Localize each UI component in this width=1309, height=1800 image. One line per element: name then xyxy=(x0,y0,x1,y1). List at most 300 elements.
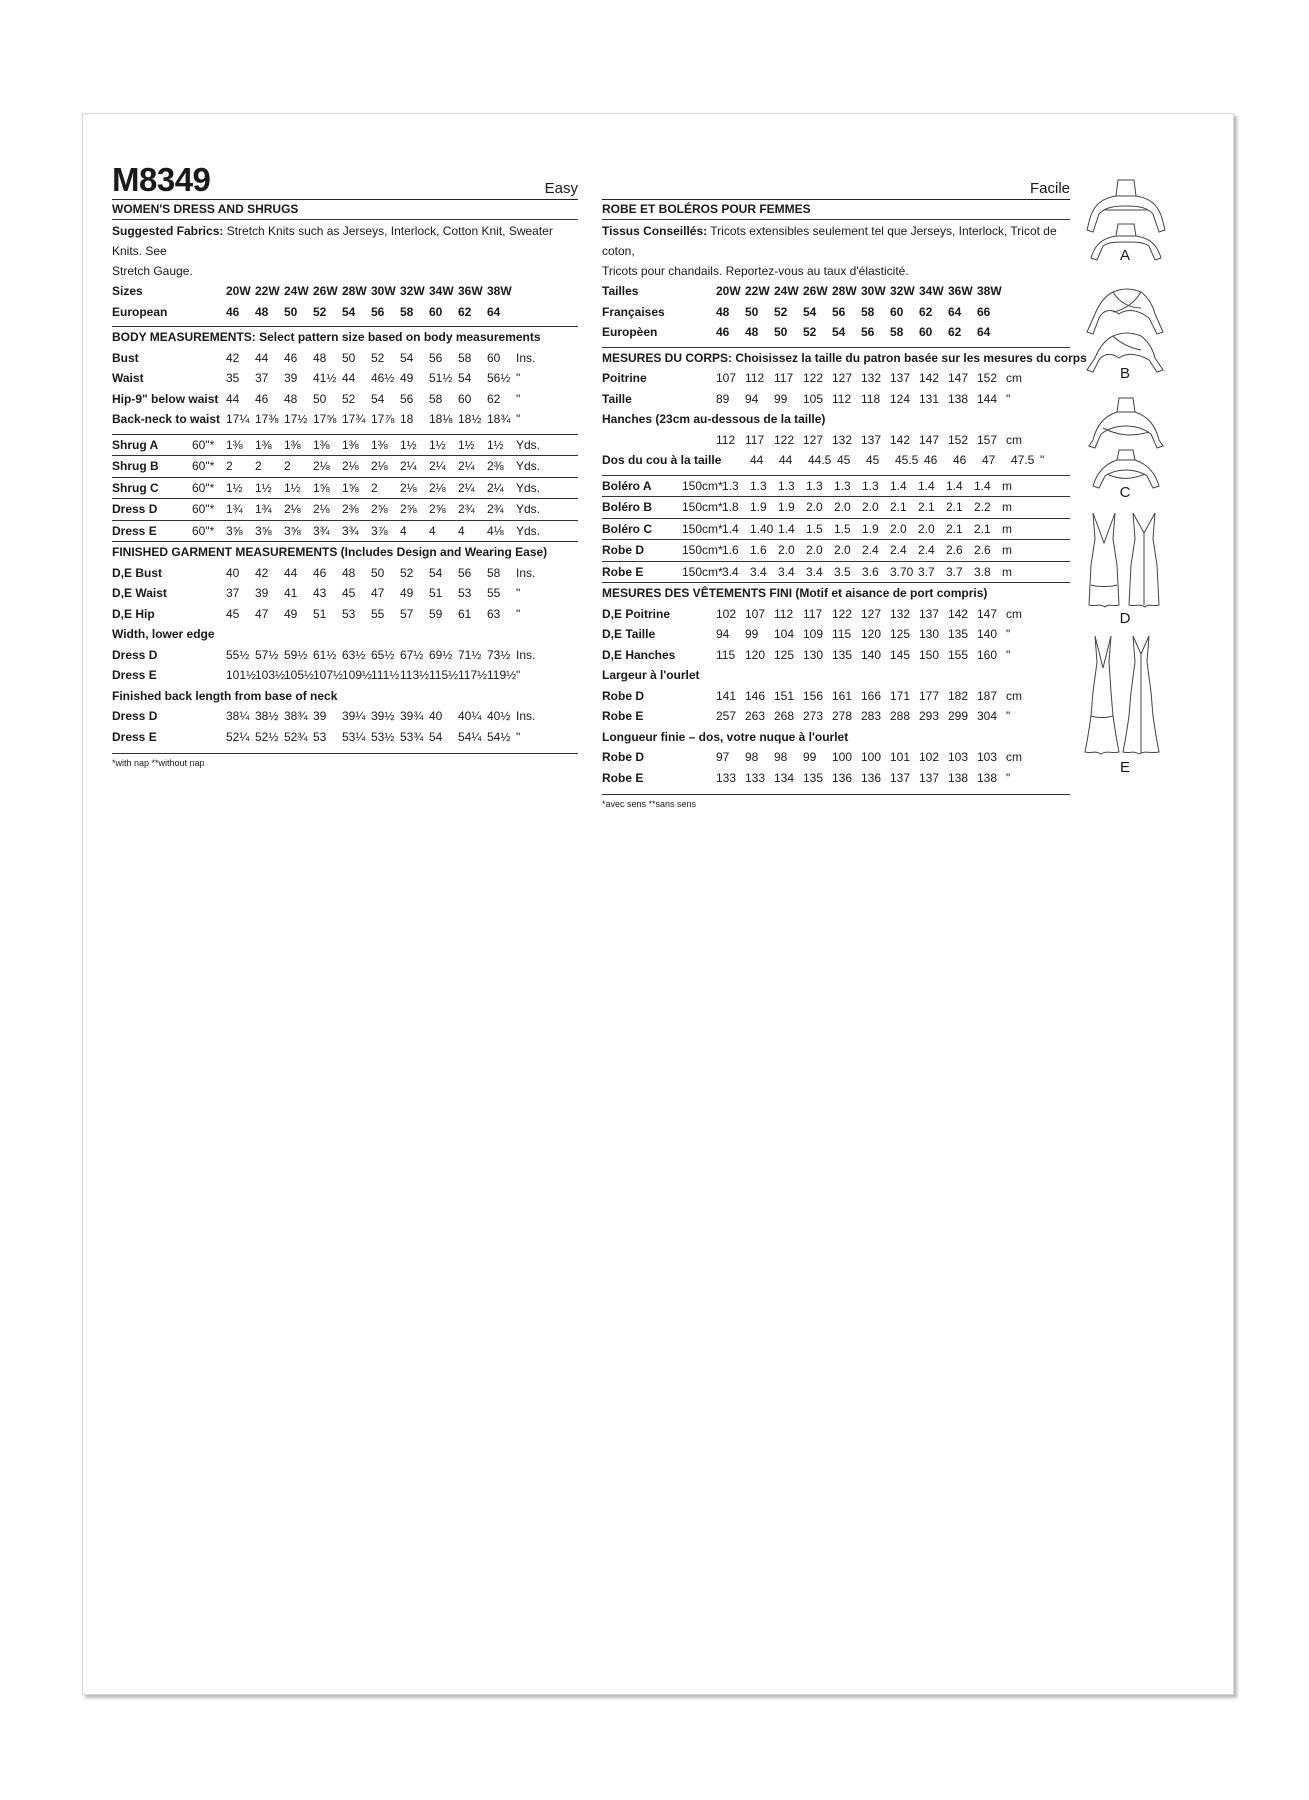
value-cell: 100 xyxy=(861,750,882,764)
value-cell: 1.5 xyxy=(806,521,823,536)
hanches-values-row xyxy=(602,430,1070,451)
value-cell: 137 xyxy=(890,371,911,385)
value-cell: 2 xyxy=(284,459,291,473)
value-cell: 152 xyxy=(948,432,969,447)
value-cell: 273 xyxy=(803,709,824,723)
fabric-width: 60"* xyxy=(192,437,215,452)
value-cell: 45 xyxy=(342,586,356,600)
view-e-dress-illustration xyxy=(1083,632,1169,762)
hanches-title: Hanches (23cm au-dessous de la taille) xyxy=(602,412,826,426)
unit: Yds. xyxy=(516,437,541,452)
value-cell: 4⅛ xyxy=(487,523,504,538)
value-cell: 17½ xyxy=(284,412,308,426)
fabrics-text: Stretch Knits such as Jerseys, Interlock, Cotton Knit, Sweater Knits. See xyxy=(112,224,553,258)
unit: Yds. xyxy=(516,459,541,473)
finished-row-fr xyxy=(602,604,1070,625)
value-cell: 2.0 xyxy=(918,521,935,536)
sizes-row-fr xyxy=(602,281,1070,302)
row-label: D,E Hip xyxy=(112,606,155,621)
unit: " xyxy=(1006,647,1011,662)
value-cell: 137 xyxy=(861,432,882,447)
body-measurements-title: BODY MEASUREMENTS: Select pattern size based on body measurements xyxy=(112,330,541,344)
value-cell: 39 xyxy=(284,371,298,385)
value-cell: 20W xyxy=(716,284,741,298)
value-cell: 2.6 xyxy=(974,543,991,557)
value-cell: 160 xyxy=(977,647,998,662)
value-cell: 52½ xyxy=(255,729,279,744)
value-cell: 46½ xyxy=(371,371,395,385)
value-cell: 54 xyxy=(803,304,817,319)
value-cell: 125 xyxy=(774,647,795,662)
row-label: Waist xyxy=(112,371,144,385)
value-cell: 140 xyxy=(977,627,998,641)
row-label: European xyxy=(112,304,168,319)
value-cell: 156 xyxy=(803,688,824,703)
difficulty-level: Easy xyxy=(544,180,578,197)
value-cell: 17¼ xyxy=(226,412,250,426)
value-cell: 56 xyxy=(832,304,846,319)
shrug-b-icon xyxy=(1083,284,1169,374)
value-cell: 107½ xyxy=(313,668,344,682)
yardage-row-fr xyxy=(602,540,1070,562)
value-cell: 132 xyxy=(832,432,853,447)
value-cell: 1⅜ xyxy=(255,437,272,452)
value-cell: 52 xyxy=(400,565,414,580)
value-cell: 1.8 xyxy=(722,500,739,514)
value-cell: 2⅛ xyxy=(284,502,301,516)
fabrics-text-2-fr: Tricots pour chandails. Reportez-vous au taux d'élasticité. xyxy=(602,264,909,278)
value-cell: 17⅝ xyxy=(313,412,337,426)
finished-row xyxy=(112,583,578,604)
value-cell: 47 xyxy=(371,586,385,600)
yardage-row xyxy=(112,478,578,500)
value-cell: 142 xyxy=(948,606,969,621)
length-row xyxy=(112,706,578,727)
value-cell: 46 xyxy=(255,391,269,406)
value-cell: 53½ xyxy=(371,729,395,744)
value-cell: 257 xyxy=(716,709,737,723)
value-cell: 293 xyxy=(919,709,940,723)
value-cell: 54 xyxy=(429,565,443,580)
unit: " xyxy=(516,606,521,621)
value-cell: 152 xyxy=(977,371,998,385)
width-row xyxy=(112,645,578,666)
finished-measurements-title-fr: MESURES DES VÊTEMENTS FINI (Motif et aisance de port compris) xyxy=(602,586,988,600)
value-cell: 132 xyxy=(861,371,882,385)
value-cell: 4 xyxy=(429,523,436,538)
value-cell: 35 xyxy=(226,371,240,385)
value-cell: 1⅝ xyxy=(342,480,359,495)
view-letter-d: D xyxy=(1119,610,1131,627)
value-cell: 62 xyxy=(919,304,933,319)
francaises-row xyxy=(602,302,1070,323)
value-cell: 2¼ xyxy=(429,459,446,473)
value-cell: 47 xyxy=(255,606,269,621)
value-cell: 122 xyxy=(803,371,824,385)
unit: cm xyxy=(1006,371,1022,385)
value-cell: 171 xyxy=(890,688,911,703)
value-cell: 17¾ xyxy=(342,412,366,426)
value-cell: 1¾ xyxy=(226,502,243,516)
value-cell: 38¼ xyxy=(226,709,250,723)
value-cell: 94 xyxy=(716,627,730,641)
value-cell: 2.6 xyxy=(946,543,963,557)
unit: " xyxy=(516,668,521,682)
europeen-row xyxy=(602,322,1070,343)
unit: m xyxy=(1002,543,1012,557)
value-cell: 2.0 xyxy=(834,500,851,514)
unit: m xyxy=(1002,500,1012,514)
value-cell: 138 xyxy=(948,391,969,406)
value-cell: 49 xyxy=(400,371,414,385)
value-cell: 20W xyxy=(226,284,251,298)
value-cell: 1½ xyxy=(255,480,272,495)
value-cell: 18⅛ xyxy=(429,412,453,426)
value-cell: 48 xyxy=(255,304,269,319)
body-measure-row xyxy=(112,348,578,369)
finished-measurements-title: FINISHED GARMENT MEASUREMENTS (Includes Design and Wearing Ease) xyxy=(112,545,548,559)
value-cell: 2⅜ xyxy=(342,502,359,516)
value-cell: 54¼ xyxy=(458,729,482,744)
value-cell: 48 xyxy=(745,325,759,339)
value-cell: 40 xyxy=(429,709,443,723)
value-cell: 45 xyxy=(837,453,851,467)
suggested-fabrics-fr xyxy=(602,221,1070,281)
value-cell: 1.3 xyxy=(750,478,767,493)
difficulty-level-fr: Facile xyxy=(1029,180,1070,197)
fabric-width: 150cm* xyxy=(682,521,723,536)
value-cell: 59½ xyxy=(284,647,308,662)
value-cell: 1.4 xyxy=(890,478,907,493)
width-row-fr xyxy=(602,706,1070,727)
value-cell: 2¼ xyxy=(400,459,417,473)
value-cell: 2 xyxy=(255,459,262,473)
fabric-width: 60"* xyxy=(192,523,215,538)
value-cell: 60 xyxy=(890,304,904,319)
unit: Ins. xyxy=(516,350,536,365)
value-cell: 44 xyxy=(226,391,240,406)
value-cell: 142 xyxy=(890,432,911,447)
value-cell: 115½ xyxy=(429,668,459,682)
value-cell: 46 xyxy=(716,325,730,339)
value-cell: 278 xyxy=(832,709,853,723)
yardage-row xyxy=(112,499,578,521)
value-cell: 32W xyxy=(400,284,425,298)
value-cell: 58 xyxy=(458,350,472,365)
unit: " xyxy=(1040,453,1045,467)
sizes-table-fr xyxy=(602,281,1070,343)
body-measure-row xyxy=(112,409,578,430)
value-cell: 2⅝ xyxy=(371,502,388,516)
value-cell: 98 xyxy=(774,750,788,764)
value-cell: 67½ xyxy=(400,647,424,662)
value-cell: 50 xyxy=(284,304,298,319)
value-cell: 3⅝ xyxy=(255,523,272,538)
value-cell: 28W xyxy=(342,284,367,298)
value-cell: 1.9 xyxy=(750,500,767,514)
value-cell: 44 xyxy=(284,565,298,580)
row-label: D,E Hanches xyxy=(602,647,676,662)
value-cell: 124 xyxy=(890,391,911,406)
row-label: Boléro B xyxy=(602,500,653,514)
value-cell: 117 xyxy=(803,606,823,621)
dos-row xyxy=(602,450,1070,471)
view-d-dress-illustration xyxy=(1083,509,1169,619)
value-cell: 2⅛ xyxy=(371,459,388,473)
value-cell: 100 xyxy=(832,750,853,764)
row-label: Dress D xyxy=(112,709,158,723)
value-cell: 140 xyxy=(861,647,882,662)
value-cell: 54 xyxy=(458,371,472,385)
row-label: Robe E xyxy=(602,709,644,723)
value-cell: 2⅛ xyxy=(429,480,446,495)
value-cell: 53¼ xyxy=(342,729,366,744)
unit: Yds. xyxy=(516,523,541,538)
value-cell: 26W xyxy=(803,284,828,298)
value-cell: 144 xyxy=(977,391,998,406)
yardage-row xyxy=(112,456,578,478)
unit: " xyxy=(1006,627,1011,641)
unit: Ins. xyxy=(516,647,536,662)
value-cell: 34W xyxy=(429,284,454,298)
row-label: Robe E xyxy=(602,770,644,785)
length-table xyxy=(112,706,578,747)
value-cell: 69½ xyxy=(429,647,453,662)
finished-row xyxy=(112,604,578,625)
fabric-width: 150cm* xyxy=(682,564,723,579)
value-cell: 61 xyxy=(458,606,472,621)
value-cell: 26W xyxy=(313,284,338,298)
unit: cm xyxy=(1006,432,1022,447)
value-cell: 135 xyxy=(832,647,853,662)
value-cell: 71½ xyxy=(458,647,482,662)
value-cell: 42 xyxy=(255,565,269,580)
unit: cm xyxy=(1006,606,1022,621)
value-cell: 73½ xyxy=(487,647,511,662)
value-cell: 1½ xyxy=(226,480,243,495)
value-cell: 18¾ xyxy=(487,412,511,426)
value-cell: 2⅛ xyxy=(342,459,359,473)
unit: cm xyxy=(1006,688,1022,703)
value-cell: 2¾ xyxy=(487,502,504,516)
value-cell: 118 xyxy=(861,391,881,406)
value-cell: 117½ xyxy=(458,668,488,682)
pattern-envelope-back xyxy=(82,113,1234,1695)
value-cell: 122 xyxy=(774,432,795,447)
value-cell: 1.4 xyxy=(722,521,739,536)
value-cell: 1.3 xyxy=(778,478,795,493)
value-cell: 17⅞ xyxy=(371,412,395,426)
value-cell: 39 xyxy=(313,709,327,723)
value-cell: 58 xyxy=(429,391,443,406)
value-cell: 44 xyxy=(750,453,764,467)
value-cell: 111½ xyxy=(371,668,400,682)
width-lower-edge-title: Width, lower edge xyxy=(112,627,215,641)
value-cell: 57½ xyxy=(255,647,279,662)
value-cell: 44 xyxy=(779,453,793,467)
fabrics-label-fr: Tissus Conseillés: xyxy=(602,224,708,238)
european-sizes-row xyxy=(112,302,578,323)
unit: m xyxy=(1002,521,1012,536)
yardage-row-fr xyxy=(602,519,1070,541)
row-label: D,E Waist xyxy=(112,586,167,600)
length-row-fr xyxy=(602,747,1070,768)
value-cell: 40½ xyxy=(487,709,511,723)
value-cell: 119½ xyxy=(487,668,517,682)
value-cell: 120 xyxy=(861,627,882,641)
value-cell: 2⅛ xyxy=(313,502,330,516)
row-label: Boléro A xyxy=(602,478,652,493)
value-cell: 56 xyxy=(429,350,443,365)
value-cell: 94 xyxy=(745,391,759,406)
unit: " xyxy=(516,371,521,385)
body-measure-row xyxy=(112,389,578,410)
value-cell: 45 xyxy=(866,453,880,467)
value-cell: 47 xyxy=(982,453,996,467)
garment-title-fr: ROBE ET BOLÉROS POUR FEMMES xyxy=(602,200,1070,220)
row-label: D,E Poitrine xyxy=(602,606,671,621)
yardage-row xyxy=(112,521,578,543)
value-cell: 4 xyxy=(458,523,465,538)
value-cell: 36W xyxy=(458,284,483,298)
value-cell: 2¼ xyxy=(458,459,475,473)
value-cell: 61½ xyxy=(313,647,337,662)
body-measure-row-fr xyxy=(602,389,1070,410)
value-cell: 2.1 xyxy=(890,500,907,514)
value-cell: 102 xyxy=(716,606,737,621)
value-cell: 103½ xyxy=(255,668,286,682)
value-cell: 52 xyxy=(342,391,356,406)
value-cell: 38W xyxy=(977,284,1002,298)
value-cell: 2⅜ xyxy=(487,459,504,473)
value-cell: 89 xyxy=(716,391,730,406)
value-cell: 1.4 xyxy=(974,478,991,493)
sizes-row xyxy=(112,281,578,302)
value-cell: 107 xyxy=(745,606,766,621)
value-cell: 137 xyxy=(919,606,940,621)
finished-measurements-table xyxy=(112,563,578,625)
value-cell: 40¼ xyxy=(458,709,482,723)
hanches-row xyxy=(602,430,1070,451)
value-cell: 50 xyxy=(313,391,327,406)
value-cell: 39¾ xyxy=(400,709,424,723)
value-cell: 112 xyxy=(745,371,765,385)
row-label: Dress E xyxy=(112,729,157,744)
unit: " xyxy=(516,391,521,406)
value-cell: 99 xyxy=(774,391,788,406)
view-letter-a: A xyxy=(1119,247,1130,264)
value-cell: 115 xyxy=(832,627,852,641)
value-cell: 283 xyxy=(861,709,882,723)
value-cell: 3⅝ xyxy=(284,523,301,538)
fabrics-text-fr: Tricots extensibles seulement tel que Jerseys, Interlock, Tricot de coton, xyxy=(602,224,1057,258)
value-cell: 37 xyxy=(255,371,269,385)
value-cell: 147 xyxy=(919,432,940,447)
row-label: Tailles xyxy=(602,284,639,298)
value-cell: 2⅝ xyxy=(429,502,446,516)
value-cell: 138 xyxy=(948,770,969,785)
value-cell: 133 xyxy=(745,770,766,785)
value-cell: 102 xyxy=(919,750,940,764)
unit: Ins. xyxy=(516,565,536,580)
row-label: Dress E xyxy=(112,668,157,682)
french-column xyxy=(602,159,1087,809)
value-cell: 150 xyxy=(919,647,940,662)
row-label: Shrug C xyxy=(112,480,159,495)
value-cell: 38¾ xyxy=(284,709,308,723)
yardage-row-fr xyxy=(602,476,1070,498)
value-cell: 50 xyxy=(774,325,788,339)
value-cell: 166 xyxy=(861,688,882,703)
value-cell: 103 xyxy=(948,750,969,764)
value-cell: 55½ xyxy=(226,647,250,662)
value-cell: 66 xyxy=(977,304,991,319)
value-cell: 22W xyxy=(255,284,280,298)
value-cell: 46 xyxy=(924,453,938,467)
row-label: Shrug A xyxy=(112,437,159,452)
value-cell: 30W xyxy=(371,284,396,298)
value-cell: 62 xyxy=(487,391,501,406)
value-cell: 1¾ xyxy=(255,502,272,516)
value-cell: 53 xyxy=(458,586,472,600)
value-cell: 3.8 xyxy=(974,564,991,579)
unit: " xyxy=(1006,391,1011,406)
value-cell: 2.0 xyxy=(806,500,823,514)
value-cell: 47.5 xyxy=(1011,453,1035,467)
value-cell: 49 xyxy=(400,586,414,600)
yardage-row-fr xyxy=(602,497,1070,519)
row-label: Taille xyxy=(602,391,632,406)
value-cell: 101 xyxy=(890,750,911,764)
unit: " xyxy=(516,729,521,744)
value-cell: 64 xyxy=(487,304,501,319)
value-cell: 3.70 xyxy=(890,564,914,579)
value-cell: 127 xyxy=(803,432,824,447)
length-title-fr: Longueur finie – dos, votre nuque à l'ourlet xyxy=(602,729,849,744)
value-cell: 60 xyxy=(487,350,501,365)
value-cell: 48 xyxy=(284,391,298,406)
value-cell: 62 xyxy=(458,304,472,319)
row-label: Hip-9" below waist xyxy=(112,391,219,406)
value-cell: 49 xyxy=(284,606,298,621)
value-cell: 147 xyxy=(948,371,969,385)
value-cell: 1⅜ xyxy=(371,437,388,452)
value-cell: 161 xyxy=(832,688,853,703)
value-cell: 39¼ xyxy=(342,709,366,723)
value-cell: 157 xyxy=(977,432,998,447)
value-cell: 62 xyxy=(948,325,962,339)
value-cell: 136 xyxy=(861,770,882,785)
value-cell: 2 xyxy=(226,459,233,473)
value-cell: 65½ xyxy=(371,647,395,662)
value-cell: 24W xyxy=(284,284,309,298)
unit: " xyxy=(516,586,521,600)
value-cell: 1½ xyxy=(429,437,446,452)
row-label: Dress E xyxy=(112,523,157,538)
value-cell: 142 xyxy=(919,371,940,385)
value-cell: 146 xyxy=(745,688,766,703)
view-letter-c: C xyxy=(1119,484,1131,501)
value-cell: 54½ xyxy=(487,729,511,744)
value-cell: 2.1 xyxy=(918,500,935,514)
value-cell: 50 xyxy=(342,350,356,365)
body-measurements-table-fr xyxy=(602,368,1070,409)
value-cell: 41 xyxy=(284,586,298,600)
row-label: Robe D xyxy=(602,543,644,557)
value-cell: 34W xyxy=(919,284,944,298)
value-cell: 39½ xyxy=(371,709,395,723)
value-cell: 1½ xyxy=(400,437,417,452)
